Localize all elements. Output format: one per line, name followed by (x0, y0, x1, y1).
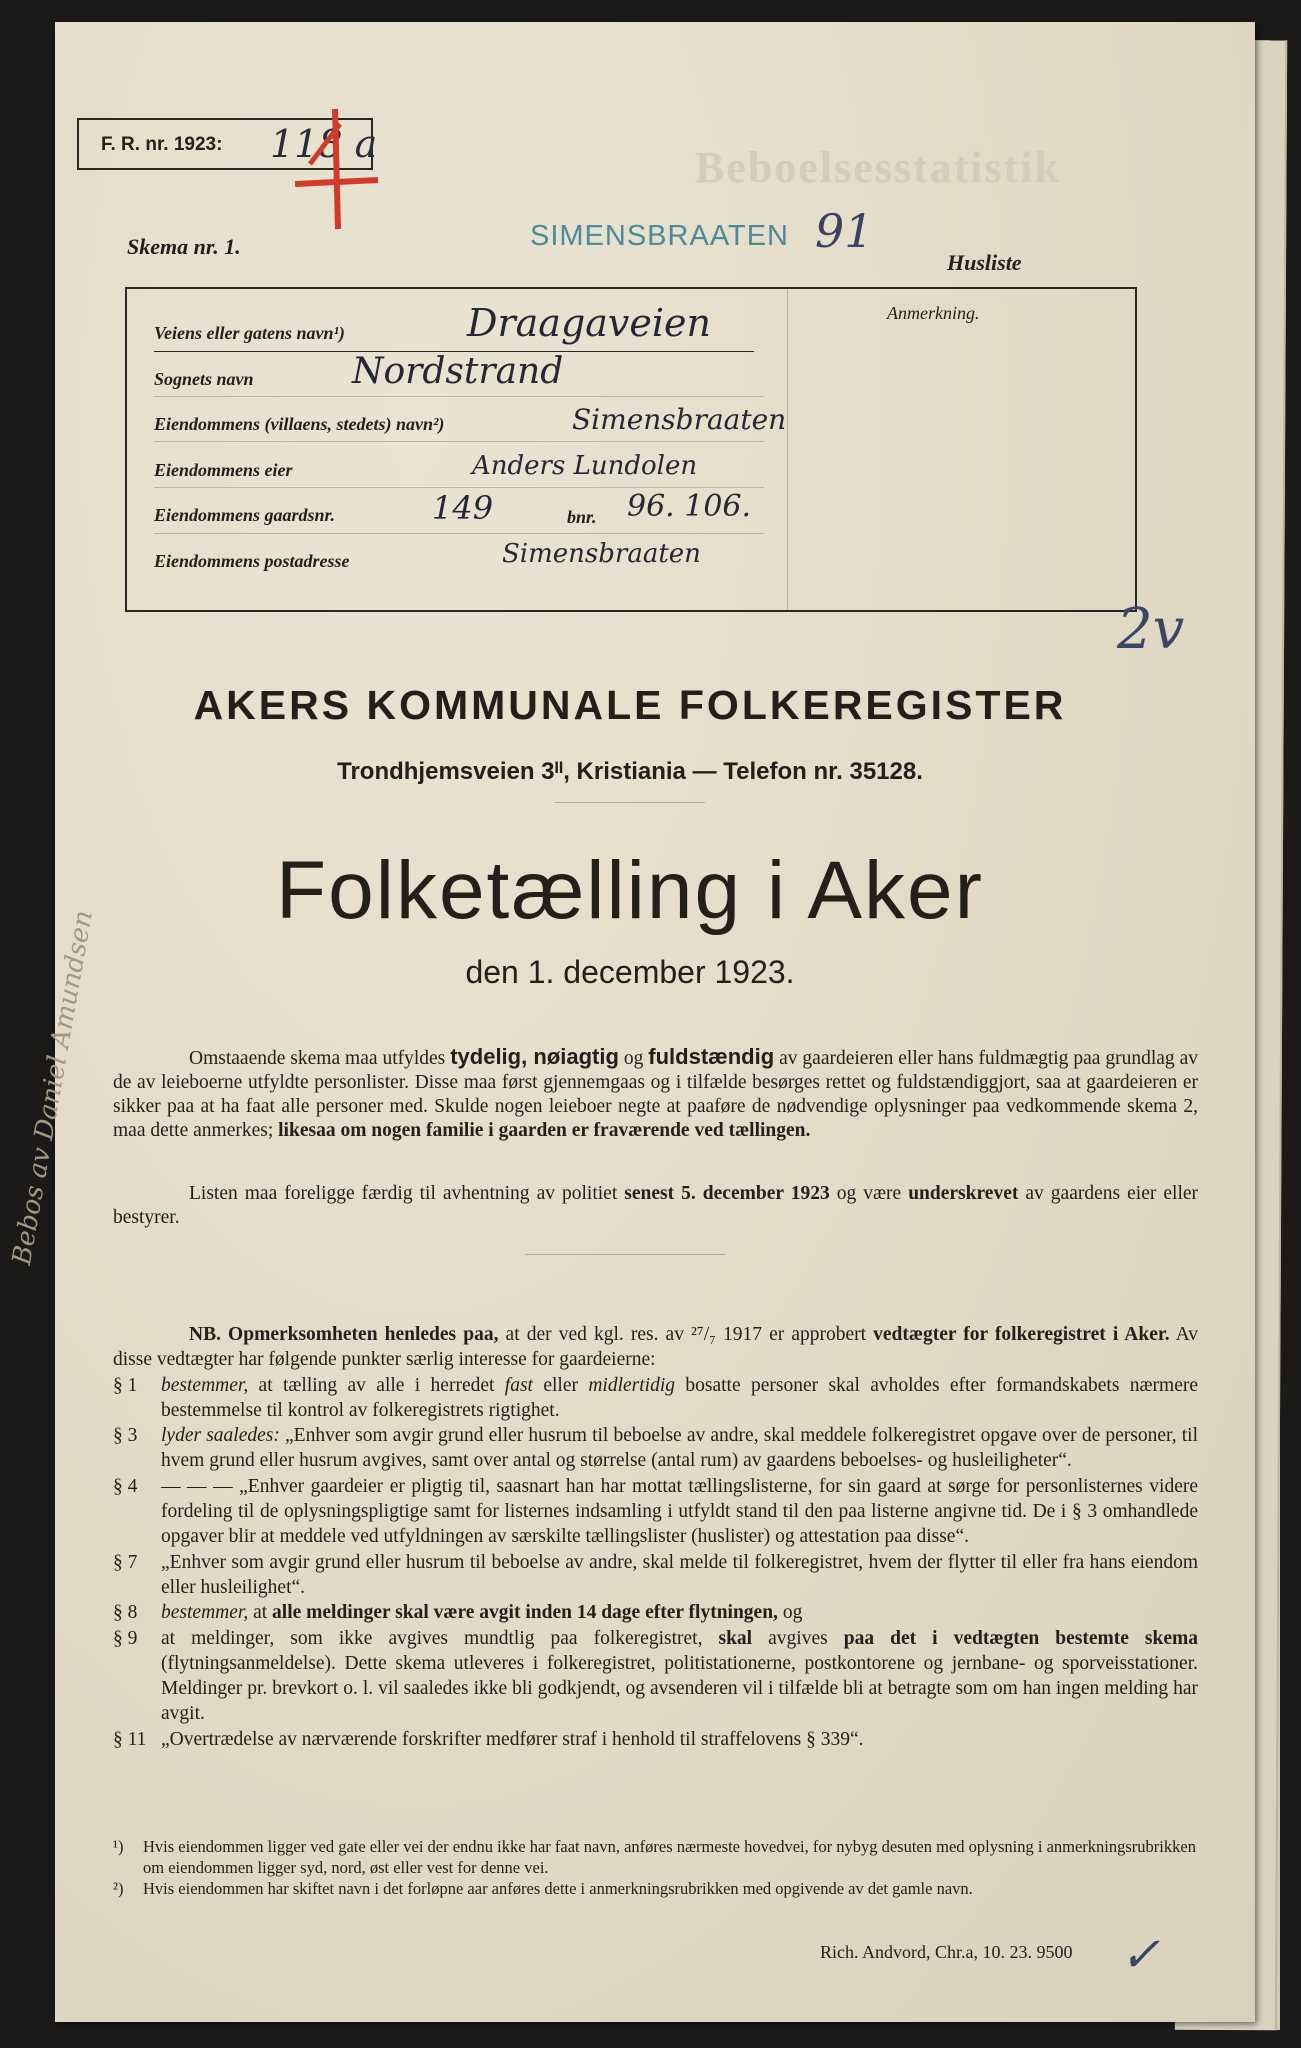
intro-emphasis: underskrevet (908, 1183, 1019, 1204)
section-3 (113, 1423, 1198, 1474)
intro-emphasis: senest 5. december 1923 (624, 1183, 830, 1204)
form-line (154, 487, 764, 488)
form-value-postal-address: Simensbraaten (502, 539, 701, 569)
husliste-label: Husliste (947, 250, 1022, 275)
section-number: § 8 (113, 1602, 138, 1624)
intro-emphasis: tydelig, nøiagtig (450, 1044, 619, 1069)
section-4 (113, 1474, 1198, 1550)
section-bold: alle meldinger skal være avgit inden 14 dage efter flytningen, (272, 1602, 778, 1624)
intro-paragraph-2 (113, 1182, 1198, 1230)
section-text: eller (532, 1374, 589, 1396)
margin-note-2v: 2v (1117, 597, 1185, 662)
section-text: „Enhver som avgir grund eller husrum til beboelse av andre, skal melde til folkeregistret, hvem der flytter til eller fra hans eiendom eller husleilighet“. (161, 1551, 1198, 1598)
stamp-handwritten-number: 91 (815, 204, 874, 258)
nb-lead (113, 1322, 1198, 1373)
page-title: Folketælling i Aker (276, 845, 984, 936)
form-value-property-name: Simensbraaten (572, 403, 787, 436)
section-text: „Enhver som avgir grund eller husrum til beboelse av andre, skal meddele folkeregistret opgave over de personer, til hvem grund eller husrum avgives, samt over antal og størrelse (antal rum) av gaardens beboelses- og husleiligheter“. (161, 1425, 1199, 1472)
section-number: § 1 (113, 1374, 138, 1396)
form-label-postal-address: Eiendommens postadresse (154, 551, 350, 571)
footnote-text: Hvis eiendommen har skiftet navn i det forløpne aar anføres dette i anmerkningsrubrikken med opgivende av det gamle navn. (143, 1879, 973, 1898)
nb-lead-bold: vedtægter for folkeregistret i Aker. (873, 1324, 1170, 1345)
footnote-text: Hvis eiendommen ligger ved gate eller vei der endnu ikke har faat navn, anføres nærmeste hovedvei, for nybyg desuten med oplysning i anmerkningsrubrikken om eiendommen ligger syd, nord, øst eller vest for denne vei. (143, 1837, 1196, 1877)
section-number: § 9 (113, 1627, 138, 1649)
pencil-check-mark: ✓ (1120, 1927, 1161, 1983)
nb-text: at der ved kgl. res. av ²⁷/₇ 1917 er approbert (498, 1324, 874, 1345)
red-cross-mark (290, 104, 380, 234)
intro-emphasis: fuldstændig (648, 1044, 775, 1069)
section-text: — — — „Enhver gaardeier er pligtig til, saasnart han har mottat tællingslisterne, for sin gaard at sørge for personlisternes videre fordeling til de oplysningspligtige samt for listernes indsamling i utfyldt stand til den paa listerne angivne tid. De i § 3 omhandlede opgaver blir at meddele ved utfyldningen av særskilte tællingslister (huslister) og attestation paa disse“. (161, 1475, 1198, 1548)
district-stamp: SIMENSBRAATEN (530, 220, 790, 252)
section-italic: bestemmer, (161, 1374, 249, 1396)
intro-text: og (618, 1048, 649, 1069)
section-italic: bestemmer, (161, 1602, 249, 1624)
census-date: den 1. december 1923. (465, 954, 795, 990)
form-value-street: Draagaveien (467, 301, 711, 345)
form-column-divider (787, 289, 788, 610)
section-bold: skal (718, 1627, 753, 1649)
skema-number: Skema nr. 1. (127, 234, 241, 259)
section-1 (113, 1373, 1198, 1424)
section-text: at meldinger, som ikke avgives mundtlig paa folkeregistret, (161, 1627, 719, 1649)
intro-text: av gaardeieren eller hans fuldmægtig paa grundlag av de av leieboerne utfyldte personlister. Disse maa først gjennemgaas og i tilfælde besørges rettet og fuldstændiggjort, saa at gaardeieren er sikker paa at ha faat alle personer med. Skulde nogen leieboer negte at paaføre de nødvendige oplysninger paa vedkommende skema 2, maa dette anmerkes; (113, 1048, 1198, 1141)
form-label-parish: Sognets navn (154, 369, 254, 389)
section-number: § 3 (113, 1425, 138, 1447)
form-label-bnr: bnr. (567, 507, 597, 527)
form-line (154, 396, 764, 397)
section-number: § 7 (113, 1551, 138, 1573)
section-7 (113, 1550, 1198, 1601)
divider-rule (525, 1254, 725, 1255)
intro-text: Listen maa foreligge færdig til avhentning av politiet (189, 1183, 625, 1204)
form-line (154, 533, 764, 534)
form-line (154, 441, 764, 442)
intro-text: av gaardens eier eller bestyrer. (113, 1183, 1199, 1228)
fr-handwritten-number: 118 a (270, 122, 378, 166)
section-italic: midlertidig (588, 1374, 676, 1396)
section-text: bosatte personer skal avholdes efter formandskabets nærmere bestemmelse til kontrol av folkeregistrets rigtighet. (161, 1374, 1199, 1421)
form-value-bnr: 96. 106. (627, 489, 752, 524)
faint-show-through-heading: Beboelsesstatistik (695, 143, 1061, 192)
section-bold: paa det i vedtægten bestemte skema (843, 1627, 1198, 1649)
form-value-gaardsnr: 149 (432, 489, 494, 527)
form-label-property-name: Eiendommens (villaens, stedets) navn²) (154, 414, 445, 434)
section-italic: lyder saaledes: (161, 1425, 280, 1447)
section-11 (113, 1727, 1198, 1752)
faint-margin-pencil-note: Bebos av Daniel Amundsen (7, 908, 99, 1268)
section-text: at tælling av alle i herredet (248, 1374, 505, 1396)
printer-imprint: Rich. Andvord, Chr.a, 10. 23. 9500 (820, 1942, 1073, 1962)
section-text: „Overtrædelse av nærværende forskrifter medfører straf i henhold til straffelovens § 339“. (161, 1728, 864, 1750)
form-value-parish: Nordstrand (352, 351, 564, 392)
property-form-box (125, 287, 1137, 612)
nb-lead-bold: NB. Opmerksomheten henledes paa, (189, 1324, 499, 1345)
section-text: avgives (752, 1627, 844, 1649)
intro-emphasis: likesaa om nogen familie i gaarden er fraværende ved tællingen. (278, 1120, 811, 1141)
section-text: at (248, 1602, 273, 1624)
intro-text: Omstaaende skema maa utfyldes (189, 1048, 451, 1069)
divider-rule (555, 802, 705, 803)
footnote-1 (113, 1836, 1198, 1878)
form-label-owner: Eiendommens eier (154, 460, 293, 480)
nb-section (113, 1322, 1198, 1752)
section-number: § 4 (113, 1475, 138, 1497)
section-italic: fast (504, 1374, 533, 1396)
census-form-page (7, 22, 1255, 2022)
section-text: (flytningsanmeldelse). Dette skema utleveres i folkeregistret, politistationerne, postkontorene og jernbane- og sporveisstationer. Meldinger pr. brevkort o. l. vil saaledes ikke bli godkjendt, og avsenderen vil i tilfælde bli at betragte som om han ingen melding har avgit. (161, 1652, 1198, 1725)
fr-label: F. R. nr. 1923: (101, 134, 223, 155)
nb-text: Av disse vedtægter har følgende punkter særlig interesse for gaardeierne: (113, 1324, 1198, 1371)
section-8 (113, 1600, 1198, 1625)
form-label-gaardsnr: Eiendommens gaardsnr. (154, 505, 336, 525)
form-value-owner: Anders Lundolen (472, 451, 698, 481)
footnote-marker: ²) (113, 1879, 124, 1898)
anmerkning-header: Anmerkning. (887, 303, 980, 323)
organization-heading: AKERS KOMMUNALE FOLKEREGISTER (193, 682, 1067, 728)
footnote-2 (113, 1878, 1198, 1899)
footnotes (113, 1836, 1198, 1899)
intro-paragraph-1 (113, 1045, 1198, 1143)
section-number: § 11 (113, 1728, 147, 1750)
section-text: og (777, 1602, 803, 1624)
form-label-street: Veiens eller gatens navn¹) (154, 323, 345, 343)
footnote-marker: ¹) (113, 1837, 124, 1856)
section-9 (113, 1626, 1198, 1727)
intro-text: og være (829, 1183, 909, 1204)
organization-address: Trondhjemsveien 3ᴵᴵ, Kristiania — Telefon nr. 35128. (337, 758, 923, 785)
